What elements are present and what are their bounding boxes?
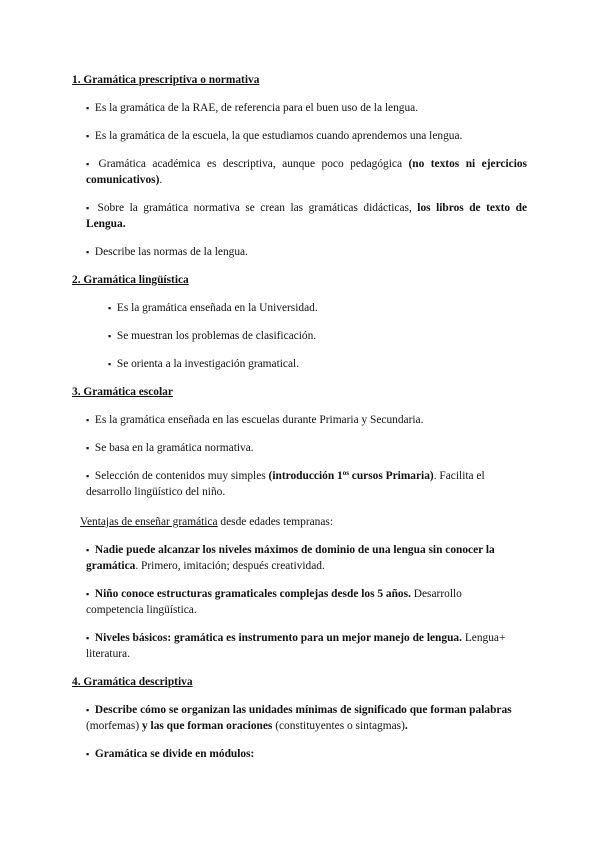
section-heading-1: 1. Gramática prescriptiva o normativa	[72, 74, 260, 86]
list-item: ▪ Es la gramática enseñada en las escuelas durante Primaria y Secundaria.	[86, 414, 424, 426]
bullet-icon: ▪	[86, 103, 90, 113]
list-item: ▪ Selección de contenidos muy simples (introducción $1^{os}$ cursos Primaria). Facilita el desarrollo lingüístico del niño.	[86, 469, 485, 498]
list-item: ▪ Nadie puede alcanzar los niveles máximos de dominio de una lengua sin conocer la gramática. Primero, imitación; después creatividad.	[86, 544, 495, 572]
list-item: ▪ Se orienta a la investigación gramatical.	[108, 358, 300, 370]
section-heading-4: 4. Gramática descriptiva	[72, 676, 193, 688]
bullet-icon: ▪	[86, 705, 90, 715]
bullet-icon: ▪	[86, 589, 90, 599]
list-item: ▪ Es la gramática enseñada en la Universidad.	[108, 302, 318, 314]
list-item: ▪ Se basa en la gramática normativa.	[86, 442, 254, 454]
bullet-icon: ▪	[86, 633, 90, 643]
bullet-icon: ▪	[86, 247, 90, 257]
bullet-icon: ▪	[86, 545, 90, 555]
bullet-icon: ▪	[86, 159, 90, 169]
list-item: ▪ Sobre la gramática normativa se crean las gramáticas didácticas, los libros de texto de Lengua.	[86, 202, 527, 230]
list-item: ▪ Describe cómo se organizan las unidades mínimas de significado que forman palabras (morfemas) y las que forman oraciones (constituyentes o sintagmas).	[86, 704, 512, 732]
list-item: ▪ Es la gramática de la RAE, de referencia para el buen uso de la lengua.	[86, 102, 419, 114]
bullet-icon: ▪	[86, 131, 90, 141]
list-item: ▪ Gramática se divide en módulos:	[86, 748, 255, 760]
bullet-icon: ▪	[108, 359, 112, 369]
section-heading-3: 3. Gramática escolar	[72, 386, 173, 398]
bullet-icon: ▪	[108, 303, 112, 313]
bullet-icon: ▪	[86, 471, 90, 481]
bullet-icon: ▪	[108, 331, 112, 341]
section-heading-2: 2. Gramática lingüística	[72, 274, 189, 286]
bullet-icon: ▪	[86, 203, 90, 213]
list-item: ▪ Describe las normas de la lengua.	[86, 246, 248, 258]
list-item: ▪ Niveles básicos: gramática es instrumento para un mejor manejo de lengua. Lengua+ literatura.	[86, 632, 506, 660]
ventajas-intro: Ventajas de enseñar gramática desde edades tempranas:	[80, 516, 334, 528]
list-item: ▪ Se muestran los problemas de clasificación.	[108, 330, 317, 342]
list-item: ▪ Niño conoce estructuras gramaticales complejas desde los 5 años. Desarrollo competencia lingüística.	[86, 588, 462, 616]
list-item: ▪ Es la gramática de la escuela, la que estudiamos cuando aprendemos una lengua.	[86, 130, 463, 142]
bullet-icon: ▪	[86, 443, 90, 453]
bullet-icon: ▪	[86, 749, 90, 759]
bullet-icon: ▪	[86, 415, 90, 425]
list-item: ▪ Gramática académica es descriptiva, aunque poco pedagógica (no textos ni ejercicios comunicativos).	[86, 158, 527, 186]
